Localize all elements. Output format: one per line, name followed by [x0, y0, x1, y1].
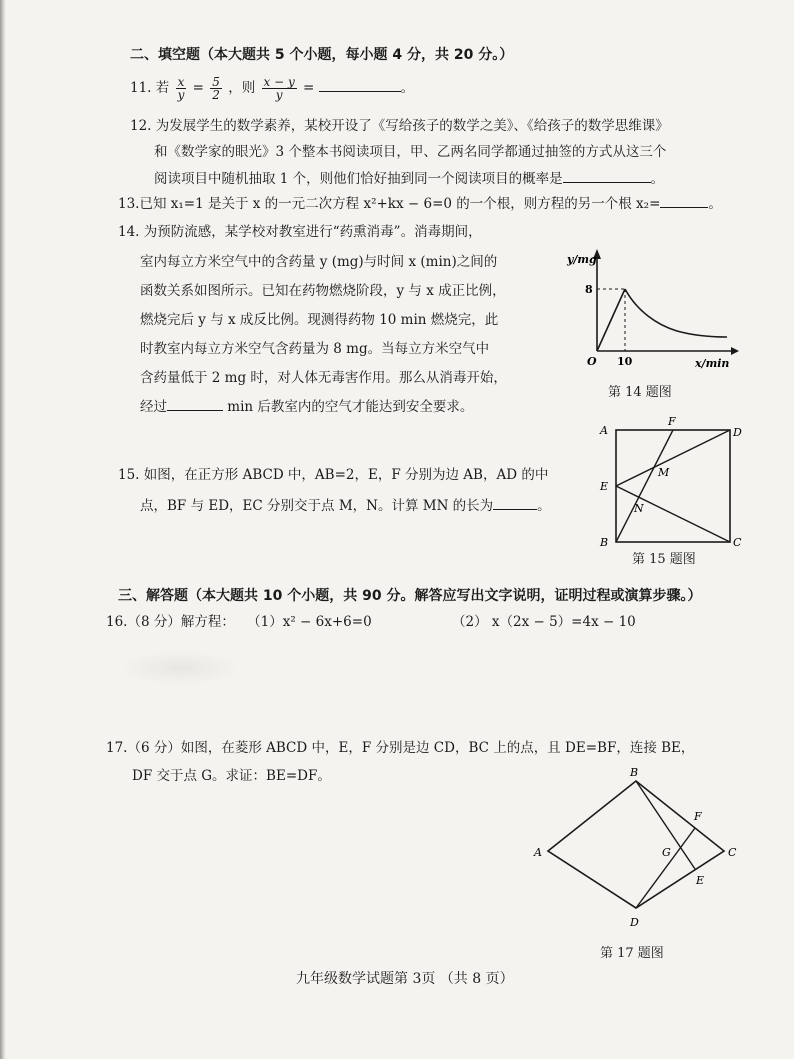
q16-head: 16.（8 分）解方程：: [106, 614, 235, 630]
q17-label-e: E: [696, 874, 705, 887]
q14-body: [140, 248, 560, 422]
q15-label-d: D: [733, 426, 742, 439]
q12-line-2: 和《数学家的眼光》3 个整本书阅读项目，甲、乙两名同学都通过抽签的方式从这三个: [154, 144, 667, 160]
q17-segment-df: [636, 828, 695, 908]
q14-line-3: 函数关系如图所示。已知在药物燃烧阶段，y 与 x 成正比例，: [140, 283, 506, 299]
q12-line-1: 为发展学生的数学素养，某校开设了《写给孩子的数学之美》、《给孩子的数学思维课》: [155, 118, 669, 134]
q14-inverse-curve: [625, 289, 727, 337]
q17-line-2: DF 交于点 G。求证：BE=DF。: [132, 768, 331, 784]
q14-y-tick-8: 8: [585, 283, 593, 296]
page-footer: 九年级数学试题第 3页 （共 8 页）: [296, 971, 514, 987]
q14-last-a: 经过: [140, 399, 167, 415]
q14-line-6: 含药量低于 2 mg 时，对人体无毒害作用。那么从消毒开始，: [140, 370, 507, 386]
q17-label-c: C: [728, 846, 737, 859]
q11-fraction-xy-over-y: $\frac{x - y}{y}$: [263, 75, 295, 102]
q16-part-2: （2） x（2x − 5）=4x − 10: [452, 614, 636, 630]
q12-end: 。: [650, 171, 665, 187]
q15-label-f: F: [668, 415, 676, 428]
q14-line-1: 为预防流感，某学校对教室进行“药熏消毒”。消毒期间，: [143, 224, 482, 240]
q11-fraction-x-over-y: $\frac{x}{y}$: [177, 75, 185, 102]
q14-last-b: min 后教室内的空气才能达到安全要求。: [227, 399, 474, 415]
scan-smudge: [120, 650, 240, 686]
q14-line-2: 室内每立方米空气中的含药量 y (mg)与时间 x (min)之间的: [140, 254, 498, 270]
q14-linear-segment: [597, 289, 625, 351]
q15-line-2: 点，BF 与 ED，EC 分别交于点 M，N。计算 MN 的长为: [140, 498, 494, 514]
q15-end: 。: [537, 498, 551, 514]
q17-rhombus-figure: [528, 766, 744, 938]
q15-label-c: C: [733, 536, 742, 548]
q14-number: 14.: [118, 224, 140, 240]
q17-rhombus-abcd: [548, 781, 724, 908]
q15-label-e: E: [600, 480, 609, 493]
question-16: [106, 612, 372, 632]
q17-label-b: B: [630, 766, 639, 779]
q15-line-1: 如图，在正方形 ABCD 中，AB=2，E，F 分别为边 AB，AD 的中: [143, 467, 549, 483]
q15-square-figure: [592, 412, 752, 548]
q17-label-f: F: [694, 810, 702, 823]
q11-answer-blank[interactable]: [319, 77, 401, 92]
q11-text-1: 若: [155, 80, 170, 96]
question-14: [118, 222, 558, 242]
q12-answer-blank[interactable]: [563, 168, 651, 183]
q15-label-a: A: [600, 424, 608, 437]
q11-fraction-5-over-2: $\frac{5}{2}$: [212, 75, 220, 102]
section-2-title: 二、填空题（本大题共 5 个小题，每小题 4 分，共 20 分。）: [130, 47, 514, 63]
q15-number: 15.: [118, 467, 140, 483]
q14-x-label: x/min: [695, 357, 730, 370]
q13-answer-blank[interactable]: [660, 193, 708, 208]
q15-square-abcd: [616, 430, 730, 542]
question-15: [118, 465, 588, 516]
q14-x-axis-arrow-icon: [731, 347, 739, 355]
q14-line-5: 时教室内每立方米空气含药量为 8 mg。当每立方米空气中: [140, 341, 490, 357]
q14-origin-label: O: [587, 355, 597, 368]
q13-end: 。: [708, 196, 722, 212]
q15-answer-blank[interactable]: [493, 495, 537, 510]
q11-number: 11.: [130, 80, 152, 96]
q15-segment-ed: [616, 430, 730, 486]
q15-caption: 第 15 题图: [632, 552, 696, 567]
q14-y-label: y/mg: [567, 253, 597, 266]
q15-label-m: M: [658, 466, 670, 479]
question-13: [118, 193, 722, 214]
q11-text-3: =: [303, 80, 315, 96]
q14-answer-blank[interactable]: [167, 396, 223, 411]
q11-equals: =: [192, 80, 204, 96]
q17-label-d: D: [630, 916, 639, 929]
q15-label-n: N: [634, 502, 644, 515]
q11-text-2: ，则: [228, 80, 256, 96]
q14-line-4: 燃烧完后 y 与 x 成反比例。现测得药物 10 min 燃烧完，此: [140, 312, 499, 328]
q14-function-graph: [565, 243, 740, 373]
q15-segment-bf: [616, 430, 673, 542]
question-12: [130, 116, 750, 189]
scan-edge-shadow: [0, 0, 6, 1059]
q17-caption: 第 17 题图: [600, 946, 664, 961]
question-11: [130, 76, 414, 101]
section-3-title: 三、解答题（本大题共 10 个小题，共 90 分。解答应写出文字说明，证明过程或演算步骤。）: [118, 588, 702, 604]
q17-label-a: A: [534, 846, 542, 859]
q17-label-g: G: [662, 846, 671, 859]
q16-part-1: （1）x² − 6x+6=0: [247, 614, 372, 630]
q12-number: 12.: [130, 118, 152, 134]
q14-caption: 第 14 题图: [608, 385, 672, 400]
q15-label-b: B: [600, 536, 609, 548]
q13-text: 13.已知 x₁=1 是关于 x 的一元二次方程 x²+kx − 6=0 的一个根，则方程的另一个根 x₂=: [118, 196, 661, 212]
q14-x-tick-10: 10: [617, 355, 633, 368]
q17-line-1: 17.（6 分）如图，在菱形 ABCD 中，E，F 分别是边 CD，BC 上的点，且 DE=BF，连接 BE，: [106, 740, 695, 756]
q11-end: 。: [400, 80, 415, 96]
q12-line-3: 阅读项目中随机抽取 1 个，则他们恰好抽到同一个阅读项目的概率是: [154, 171, 563, 187]
